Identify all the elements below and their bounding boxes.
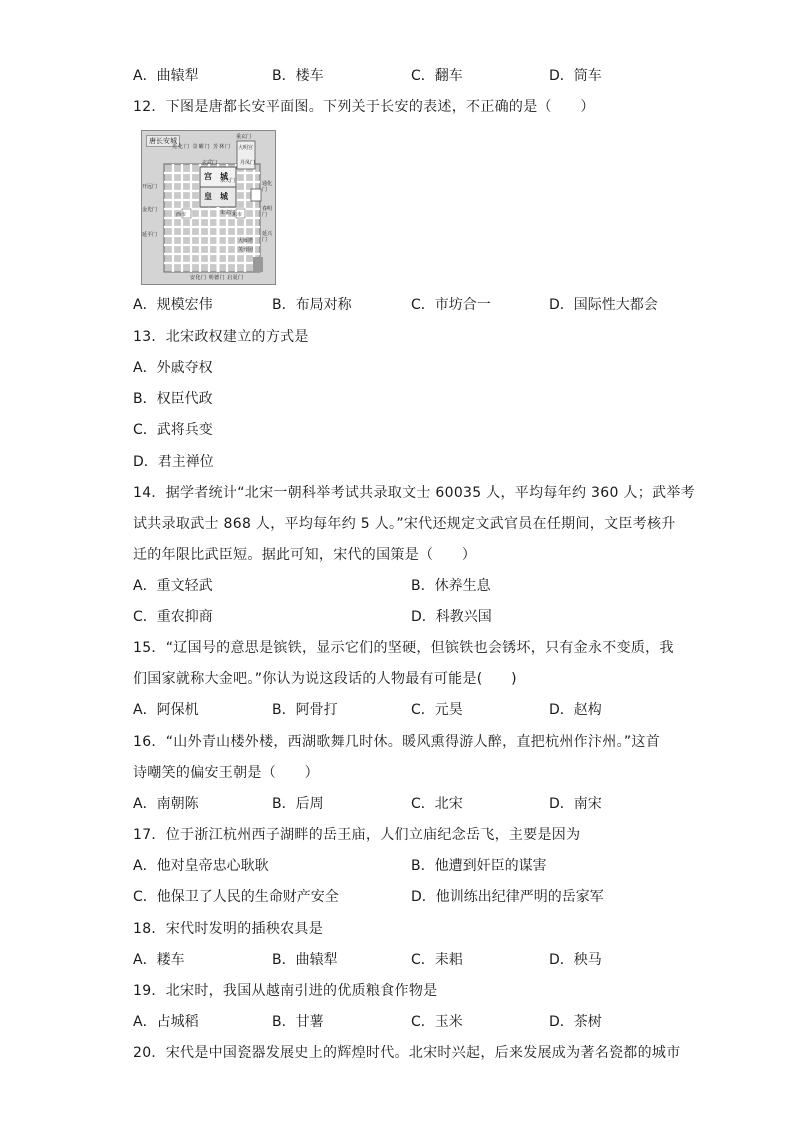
q19-option-d: D．茶树 <box>549 1014 602 1030</box>
q12-option-b: B．布局对称 <box>272 297 352 313</box>
map-label-palace: 宫 城 <box>204 172 228 181</box>
q17-option-a: A．他对皇帝忠心耿耿 <box>133 858 269 874</box>
q11-option-c: C．翻车 <box>411 68 463 84</box>
q14-stem-line-1: 14．据学者统计“北宋一朝科举考试共录取文士 60035 人，平均每年约 360 人；武举考 <box>133 485 695 501</box>
map-label-imperial-city: 皇 城 <box>204 192 228 201</box>
map-label-zhuque-gate: 朱雀门 <box>220 210 236 216</box>
map-label-danfeng-gate: 丹凤门 <box>240 160 256 166</box>
map-label-tonghua-gate: 通化门 <box>262 181 273 193</box>
q13-option-a: A．外戚夺权 <box>133 360 213 376</box>
q14-option-a: A．重文轻武 <box>133 578 213 594</box>
q12-option-a: A．规模宏伟 <box>133 297 213 313</box>
map-label-chengtian-gate: 承天门 <box>220 178 236 184</box>
q15-stem-line-1: 15．“辽国号的意思是镔铁，显示它们的坚硬，但镔铁也会锈坏，只有金永不变质，我 <box>133 640 674 656</box>
q17-option-c: C．他保卫了人民的生命财产安全 <box>133 889 339 905</box>
map-label-north-gates: 光化门 景曜门 芳林门 <box>172 144 232 150</box>
map-label-xuanwu-gate: 玄武门 <box>202 160 218 166</box>
map-label-chunming-gate: 春明门 <box>262 206 273 218</box>
map-label-south-gates: 安化门 明德门 启夏门 <box>190 275 244 281</box>
q13-option-c: C．武将兵变 <box>133 422 213 438</box>
q18-option-c: C．耒耜 <box>411 952 463 968</box>
map-label-dayan-pagoda: 大雁塔 <box>238 238 254 244</box>
q16-stem-line-1: 16．“山外青山楼外楼，西湖歌舞几时休。暖风熏得游人醉，直把杭州作汴州。”这首 <box>133 734 661 750</box>
q17-option-d: D．他训练出纪律严明的岳家军 <box>411 889 604 905</box>
q13-stem: 13．北宋政权建立的方式是 <box>133 329 309 345</box>
q15-option-d: D．赵构 <box>549 702 602 718</box>
q14-option-c: C．重农抑商 <box>133 609 213 625</box>
q12-option-d: D．国际性大都会 <box>549 297 658 313</box>
map-label-chongxuan-gate: 重玄门 <box>236 134 252 140</box>
q18-option-b: B．曲辕犁 <box>272 952 338 968</box>
q16-option-d: D．南宋 <box>549 796 602 812</box>
q14-option-b: B．休养生息 <box>411 578 491 594</box>
q12-option-c: C．市坊合一 <box>411 297 491 313</box>
q14-stem-line-3: 迁的年限比武臣短。据此可知，宋代的国策是（ ） <box>133 547 477 563</box>
map-title: 唐长安城 <box>146 135 180 147</box>
q20-stem: 20．宋代是中国瓷器发展史上的辉煌时代。北宋时兴起，后来发展成为著名瓷都的城市 <box>133 1045 681 1061</box>
map-label-west-market: 西市 <box>176 212 187 218</box>
q16-option-a: A．南朝陈 <box>133 796 199 812</box>
q11-option-a: A．曲辕犁 <box>133 68 199 84</box>
q13-option-d: D．君主禅位 <box>133 454 214 470</box>
q16-option-c: C．北宋 <box>411 796 463 812</box>
q18-option-d: D．秧马 <box>549 952 602 968</box>
map-label-yanping-gate: 延平门 <box>142 232 158 238</box>
q16-option-b: B．后周 <box>272 796 324 812</box>
map-label-jinguang-gate: 金光门 <box>142 207 158 213</box>
q19-option-c: C．玉米 <box>411 1014 463 1030</box>
q14-stem-line-2: 试共录取武士 868 人，平均每年约 5 人。”宋代还规定文武官员在任期间，文臣考核升 <box>133 516 676 532</box>
q14-option-d: D．科教兴国 <box>411 609 492 625</box>
map-label-furong-garden: 芙蓉园 <box>238 247 254 253</box>
q17-stem: 17．位于浙江杭州西子湖畔的岳王庙，人们立庙纪念岳飞，主要是因为 <box>133 827 581 843</box>
q18-option-a: A．耧车 <box>133 952 185 968</box>
q15-stem-line-2: 们国家就称大金吧。”你认为说这段话的人物最有可能是( ) <box>133 671 517 687</box>
q16-stem-line-2: 诗嘲笑的偏安王朝是（ ） <box>133 765 319 781</box>
q19-option-a: A．占城稻 <box>133 1014 199 1030</box>
q17-option-b: B．他遭到奸臣的谋害 <box>411 858 547 874</box>
q18-stem: 18．宋代时发明的插秧农具是 <box>133 921 324 937</box>
q15-option-a: A．阿保机 <box>133 702 199 718</box>
q13-option-b: B．权臣代政 <box>133 391 213 407</box>
q15-option-b: B．阿骨打 <box>272 702 338 718</box>
q11-option-d: D．筒车 <box>549 68 602 84</box>
q11-option-b: B．楼车 <box>272 68 324 84</box>
q15-option-c: C．元昊 <box>411 702 463 718</box>
q19-option-b: B．甘薯 <box>272 1014 324 1030</box>
q19-stem: 19．北宋时，我国从越南引进的优质粮食作物是 <box>133 983 438 999</box>
map-label-yanxing-gate: 延兴门 <box>262 231 273 243</box>
map-label-east-market: 东市 <box>232 212 243 218</box>
chang-an-city-map <box>141 130 276 285</box>
q12-stem: 12．下图是唐都长安平面图。下列关于长安的表述，不正确的是（ ） <box>133 99 595 115</box>
map-label-daming-palace: 大明宫 <box>238 145 254 151</box>
map-label-kaiyuan-gate: 开远门 <box>142 184 158 190</box>
